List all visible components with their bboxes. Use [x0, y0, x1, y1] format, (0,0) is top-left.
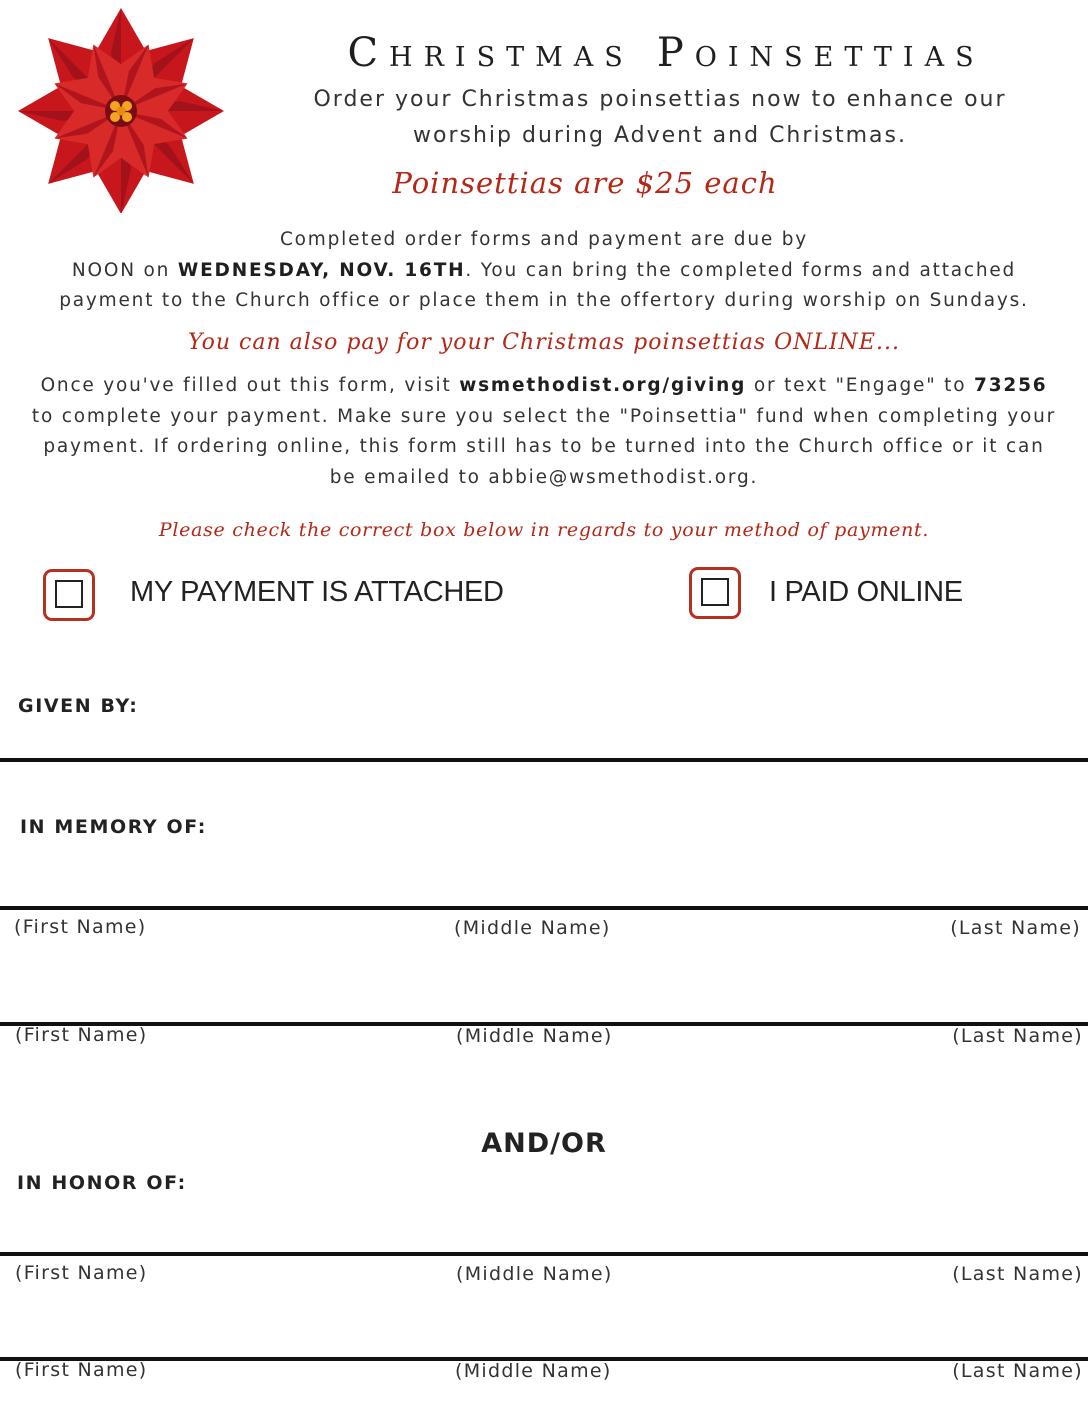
poinsettia-icon — [10, 8, 232, 213]
first-name-caption: (First Name) — [14, 916, 147, 938]
intro-line-2: worship during Advent and Christmas. — [413, 123, 907, 148]
online-paragraph — [0, 371, 1088, 493]
given-by-line[interactable] — [0, 758, 1088, 762]
page-title: CHRISTMAS POINSETTIAS — [347, 30, 985, 76]
due-line-1: Completed order forms and payment are due by — [279, 229, 809, 250]
online-line-2: to complete your payment. Make sure you select the "Poinsettia" fund when completing your — [31, 405, 1057, 427]
middle-name-caption: (Middle Name) — [456, 1025, 613, 1047]
last-name-caption: (Last Name) — [952, 1263, 1083, 1285]
due-date: WEDNESDAY, NOV. 16TH — [177, 259, 466, 281]
paid-online-label: I PAID ONLINE — [769, 576, 963, 608]
checkbox-icon — [55, 580, 83, 608]
checkbox-icon — [701, 578, 729, 606]
given-by-label: GIVEN BY: — [18, 695, 139, 717]
honor-name-line-1[interactable] — [0, 1252, 1088, 1256]
payment-attached-checkbox[interactable] — [43, 569, 95, 621]
last-name-caption: (Last Name) — [950, 917, 1081, 939]
middle-name-caption: (Middle Name) — [456, 1263, 613, 1285]
first-name-caption: (First Name) — [15, 1024, 148, 1046]
middle-name-caption: (Middle Name) — [454, 917, 611, 939]
and-or-divider: AND/OR — [481, 1128, 607, 1159]
due-paragraph — [0, 225, 1088, 317]
online-line-1: Once you've filled out this form, visit wsmethodist.org/giving or text "Engage" to 73256 — [40, 375, 1048, 396]
online-line-4: be emailed to abbie@wsmethodist.org. — [329, 466, 759, 488]
last-name-caption: (Last Name) — [952, 1025, 1083, 1047]
intro-line-1: Order your Christmas poinsettias now to enhance our — [313, 87, 1007, 112]
price-heading: Poinsettias are $25 each — [392, 166, 778, 200]
online-line-3: payment. If ordering online, this form still has to be turned into the Church office or it can — [43, 436, 1045, 457]
due-line-2: NOON on WEDNESDAY, NOV. 16TH. You can bring the completed forms and attached — [71, 259, 1017, 281]
payment-attached-label: MY PAYMENT IS ATTACHED — [130, 576, 504, 608]
intro-text — [270, 82, 1050, 154]
first-name-caption: (First Name) — [15, 1262, 148, 1284]
memory-name-line-1[interactable] — [0, 906, 1088, 910]
middle-name-caption: (Middle Name) — [455, 1360, 612, 1382]
in-honor-of-label: IN HONOR OF: — [17, 1172, 187, 1194]
text-code: 73256 — [974, 375, 1048, 396]
payment-note: Please check the correct box below in regards to your method of payment. — [158, 519, 930, 541]
in-memory-of-label: IN MEMORY OF: — [20, 816, 207, 838]
giving-link[interactable]: wsmethodist.org/giving — [459, 375, 747, 396]
online-heading: You can also pay for your Christmas poinsettias ONLINE... — [188, 330, 900, 355]
first-name-caption: (First Name) — [15, 1359, 148, 1381]
due-line-3: payment to the Church office or place them in the offertory during worship on Sundays. — [59, 290, 1029, 311]
paid-online-checkbox[interactable] — [689, 567, 741, 619]
last-name-caption: (Last Name) — [952, 1360, 1083, 1382]
